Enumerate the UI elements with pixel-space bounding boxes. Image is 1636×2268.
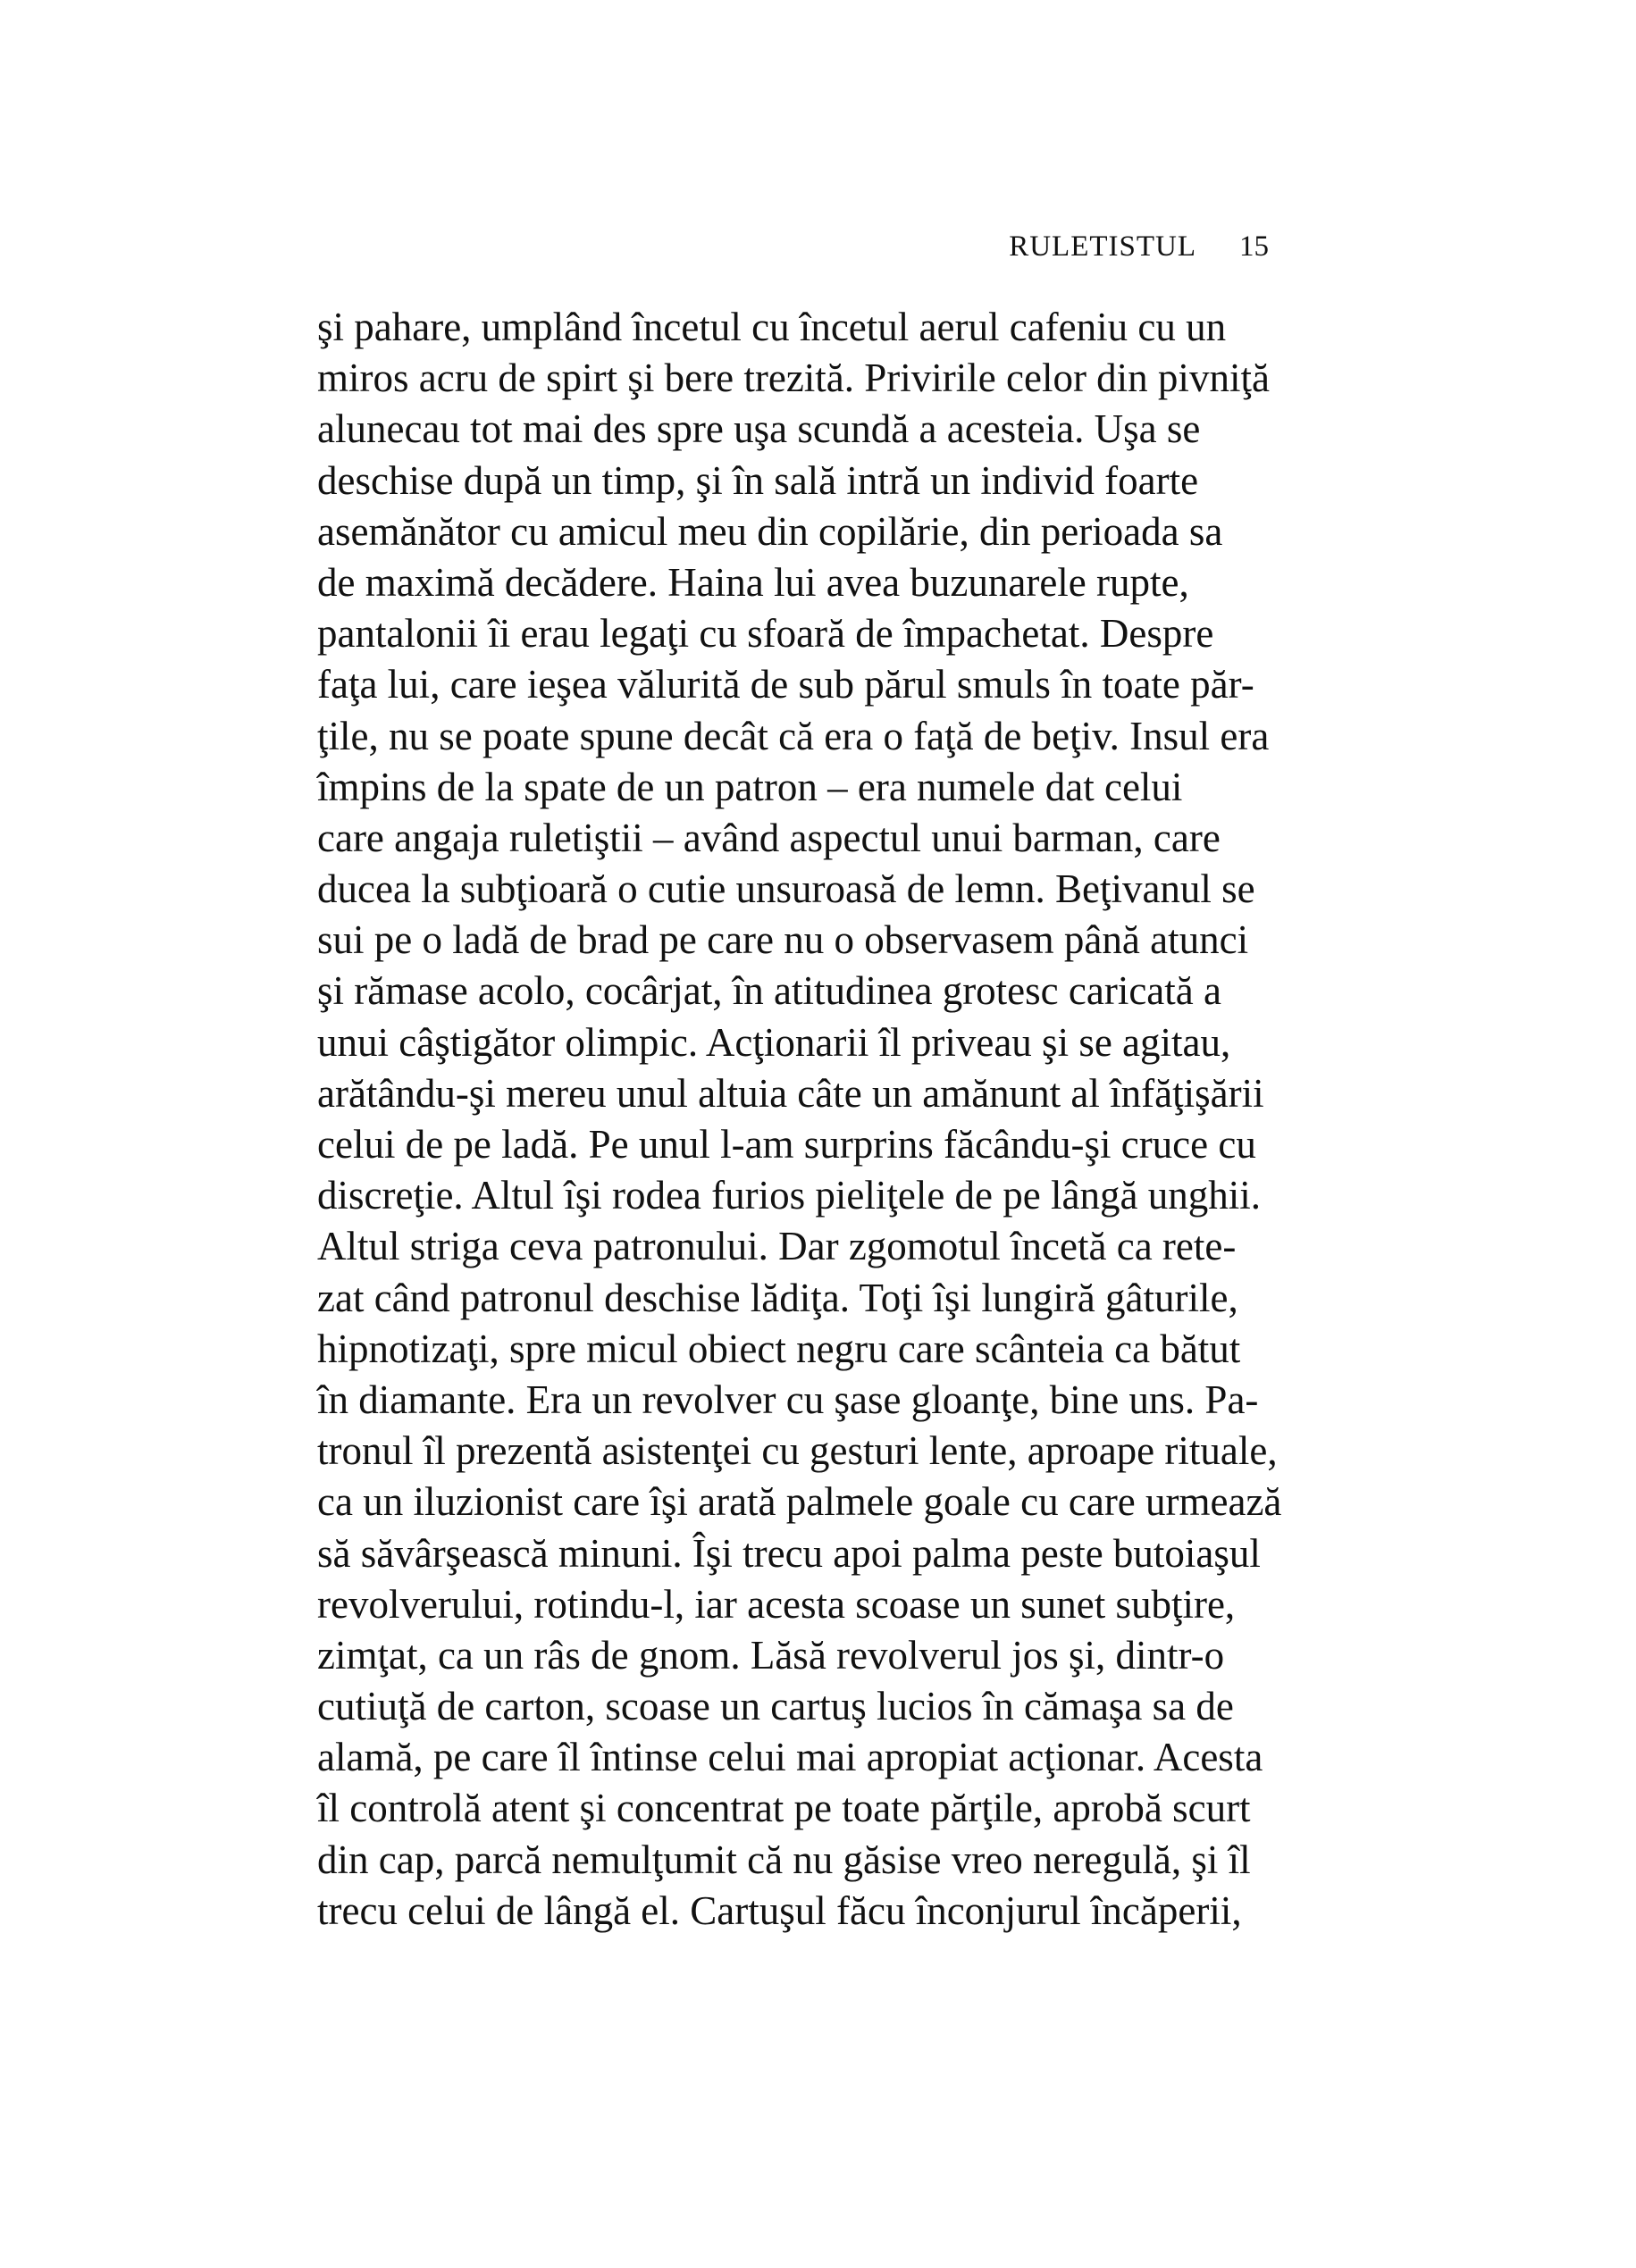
text-line: de maximă decădere. Haina lui avea buzunarele rupte, [317, 559, 1189, 605]
text-line: şi rămase acolo, cocârjat, în atitudinea grotesc caricată a [317, 968, 1221, 1014]
text-line: împins de la spate de un patron – era numele dat celui [317, 764, 1183, 809]
text-line: ducea la subţioară o cutie unsuroasă de lemn. Beţivanul se [317, 866, 1255, 912]
text-line: asemănător cu amicul meu din copilărie, din perioada sa [317, 508, 1223, 554]
text-line: miros acru de spirt şi bere trezită. Privirile celor din pivniţă [317, 356, 1270, 401]
text-line: deschise după un timp, şi în sală intră un individ foarte [317, 457, 1199, 503]
page-number: 15 [1239, 230, 1269, 263]
text-line: trecu celui de lângă el. Cartuşul făcu înconjurul încăperii, [317, 1887, 1242, 1933]
text-line: alunecau tot mai des spre uşa scundă a acesteia. Uşa se [317, 406, 1201, 452]
text-line: zat când patronul deschise lădiţa. Toţi îşi lungiră gâturile, [317, 1275, 1238, 1320]
text-line: din cap, parcă nemulţumit că nu găsise vreo neregulă, şi îl [317, 1837, 1251, 1882]
text-line: zimţat, ca un râs de gnom. Lăsă revolverul jos şi, dintr-o [317, 1632, 1225, 1678]
running-head-title: RULETISTUL [1009, 230, 1196, 263]
text-line: celui de pe ladă. Pe unul l-am surprins făcându-şi cruce cu [317, 1122, 1256, 1167]
text-line: revolverului, rotindu-l, iar acesta scoase un sunet subţire, [317, 1581, 1236, 1627]
text-line: ca un iluzionist care îşi arată palmele goale cu care urmează [317, 1479, 1282, 1525]
text-line: îl controlă atent şi concentrat pe toate părţile, aprobă scurt [317, 1786, 1251, 1831]
text-line: care angaja ruletiştii – având aspectul unui barman, care [317, 815, 1221, 860]
text-line: ţile, nu se poate spune decât că era o faţă de beţiv. Insul era [317, 713, 1270, 758]
text-line: alamă, pe care îl întinse celui mai apropiat acţionar. Acesta [317, 1735, 1263, 1780]
text-line: faţa lui, care ieşea vălurită de sub părul smuls în toate păr- [317, 662, 1254, 707]
text-line: arătându-şi mereu unul altuia câte un amănunt al înfăţişării [317, 1070, 1264, 1116]
text-line: tronul îl prezentă asistenţei cu gesturi lente, aproape rituale, [317, 1428, 1278, 1474]
text-line: hipnotizaţi, spre micul obiect negru care scânteia ca bătut [317, 1326, 1241, 1371]
text-line: discreţie. Altul îşi rodea furios pieliţele de pe lângă unghii. [317, 1173, 1261, 1218]
text-line: să săvârşească minuni. Îşi trecu apoi palma peste butoiaşul [317, 1530, 1261, 1576]
text-line: cutiuţă de carton, scoase un cartuş lucios în cămaşa sa de [317, 1684, 1234, 1729]
text-line: în diamante. Era un revolver cu şase gloanţe, bine uns. Pa- [317, 1377, 1259, 1422]
text-line: unui câştigător olimpic. Acţionarii îl priveau şi se agitau, [317, 1019, 1231, 1065]
text-line: Altul striga ceva patronului. Dar zgomotul încetă ca rete- [317, 1224, 1237, 1269]
body-text [317, 302, 1282, 1937]
running-head [983, 230, 1269, 266]
text-line: şi pahare, umplând încetul cu încetul aerul cafeniu cu un [317, 305, 1227, 349]
text-line: sui pe o ladă de brad pe care nu o observasem până atunci [317, 917, 1249, 963]
text-line: pantalonii îi erau legaţi cu sfoară de împachetat. Despre [317, 611, 1214, 657]
